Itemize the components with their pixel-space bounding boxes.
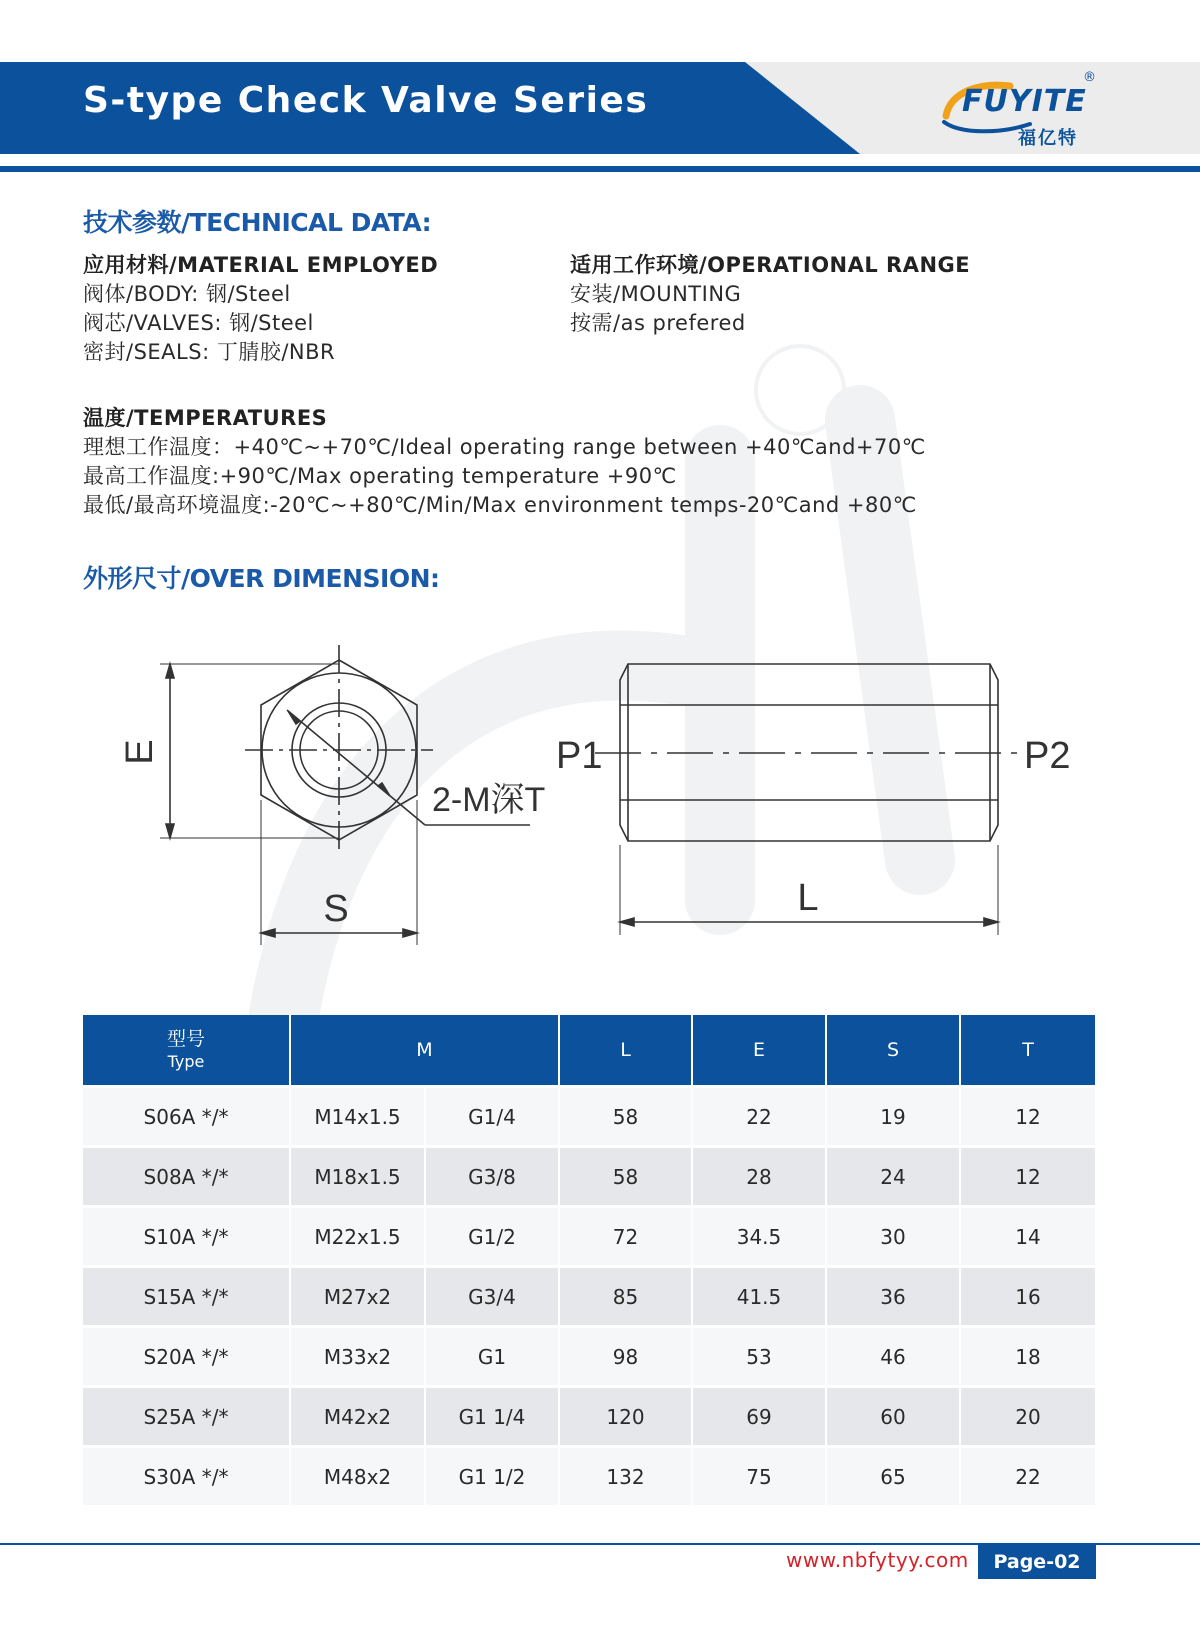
brand-wordmark: FUYITE [962,84,1087,119]
cell-e: 53 [692,1327,826,1387]
temperature-line-minmax: 最低/最高环境温度:-20℃~+80℃/Min/Max environment temps-20℃and +80℃ [83,493,917,517]
cell-l: 98 [559,1327,692,1387]
cell-l: 120 [559,1387,692,1447]
cell-type: S15A */* [83,1267,290,1327]
header-l: L [559,1015,692,1087]
cell-s: 19 [826,1087,960,1147]
cell-l: 58 [559,1087,692,1147]
page-number-badge: Page-02 [978,1545,1096,1579]
dimension-label-l: L [797,877,819,919]
cell-m: M14x1.5 [290,1087,425,1147]
footer-website-link[interactable]: www.nbfytyy.com [786,1548,969,1572]
dimension-drawing [0,620,1200,960]
temperatures-heading: 温度/TEMPERATURES [83,406,328,430]
cell-g: G3/4 [425,1267,559,1327]
header-s: S [826,1015,960,1087]
cell-g: G1 1/2 [425,1447,559,1506]
header-type [83,1015,290,1087]
cell-t: 16 [960,1267,1095,1327]
table-row [83,1447,1095,1506]
material-heading: 应用材料/MATERIAL EMPLOYED [83,253,439,277]
header-type-en: Type [167,1052,205,1071]
operational-line-prefered: 按需/as prefered [570,311,746,335]
table-row [83,1387,1095,1447]
header-rule [0,166,1200,172]
cell-type: S08A */* [83,1147,290,1207]
specification-table [83,1015,1095,1505]
temperature-line-max: 最高工作温度:+90℃/Max operating temperature +90℃ [83,464,677,488]
cell-s: 60 [826,1387,960,1447]
cell-t: 20 [960,1387,1095,1447]
cell-e: 41.5 [692,1267,826,1327]
header-type-cn: 型号 [166,1028,205,1050]
cell-m: M27x2 [290,1267,425,1327]
table-row [83,1327,1095,1387]
operational-heading: 适用工作环境/OPERATIONAL RANGE [570,253,971,277]
table-row [83,1207,1095,1267]
cell-s: 24 [826,1147,960,1207]
material-line-body: 阀体/BODY: 钢/Steel [83,282,291,306]
operational-line-mounting: 安装/MOUNTING [570,282,742,306]
cell-type: S10A */* [83,1207,290,1267]
cell-g: G1 1/4 [425,1387,559,1447]
cell-e: 75 [692,1447,826,1506]
dimension-label-p2: P2 [1024,735,1071,777]
material-line-valves: 阀芯/VALVES: 钢/Steel [83,311,314,335]
cell-e: 34.5 [692,1207,826,1267]
cell-s: 30 [826,1207,960,1267]
cell-m: M42x2 [290,1387,425,1447]
cell-type: S30A */* [83,1447,290,1506]
cell-g: G1 [425,1327,559,1387]
cell-t: 18 [960,1327,1095,1387]
header-t: T [960,1015,1095,1087]
cell-type: S20A */* [83,1327,290,1387]
technical-data-heading: 技术参数/TECHNICAL DATA: [83,208,432,237]
dimension-label-e: E [119,739,161,765]
temperature-line-ideal: 理想工作温度：+40℃~+70℃/Ideal operating range between +40℃and+70℃ [83,435,926,459]
dimension-label-p1: P1 [556,735,603,777]
brand-chinese-name: 福亿特 [1018,128,1078,149]
cell-l: 85 [559,1267,692,1327]
cell-m: M22x1.5 [290,1207,425,1267]
cell-m: M18x1.5 [290,1147,425,1207]
cell-g: G1/4 [425,1087,559,1147]
dimension-label-s: S [323,888,349,930]
cell-l: 72 [559,1207,692,1267]
table-row [83,1267,1095,1327]
table-header-row [83,1015,1095,1087]
table-row [83,1087,1095,1147]
page-title: S-type Check Valve Series [83,80,649,121]
dimension-label-thread: 2-M深T [432,781,546,819]
cell-l: 58 [559,1147,692,1207]
cell-s: 36 [826,1267,960,1327]
cell-type: S25A */* [83,1387,290,1447]
over-dimension-heading: 外形尺寸/OVER DIMENSION: [83,564,440,593]
cell-t: 12 [960,1147,1095,1207]
table-row [83,1147,1095,1207]
cell-g: G3/8 [425,1147,559,1207]
cell-m: M48x2 [290,1447,425,1506]
cell-t: 22 [960,1447,1095,1506]
cell-s: 65 [826,1447,960,1506]
cell-type: S06A */* [83,1087,290,1147]
material-line-seals: 密封/SEALS: 丁腈胶/NBR [83,340,336,364]
registered-mark: ® [1083,70,1096,85]
header-e: E [692,1015,826,1087]
cell-g: G1/2 [425,1207,559,1267]
cell-t: 12 [960,1087,1095,1147]
cell-l: 132 [559,1447,692,1506]
header-m: M [290,1015,559,1087]
cell-t: 14 [960,1207,1095,1267]
cell-e: 69 [692,1387,826,1447]
cell-e: 28 [692,1147,826,1207]
cell-s: 46 [826,1327,960,1387]
cell-e: 22 [692,1087,826,1147]
cell-m: M33x2 [290,1327,425,1387]
